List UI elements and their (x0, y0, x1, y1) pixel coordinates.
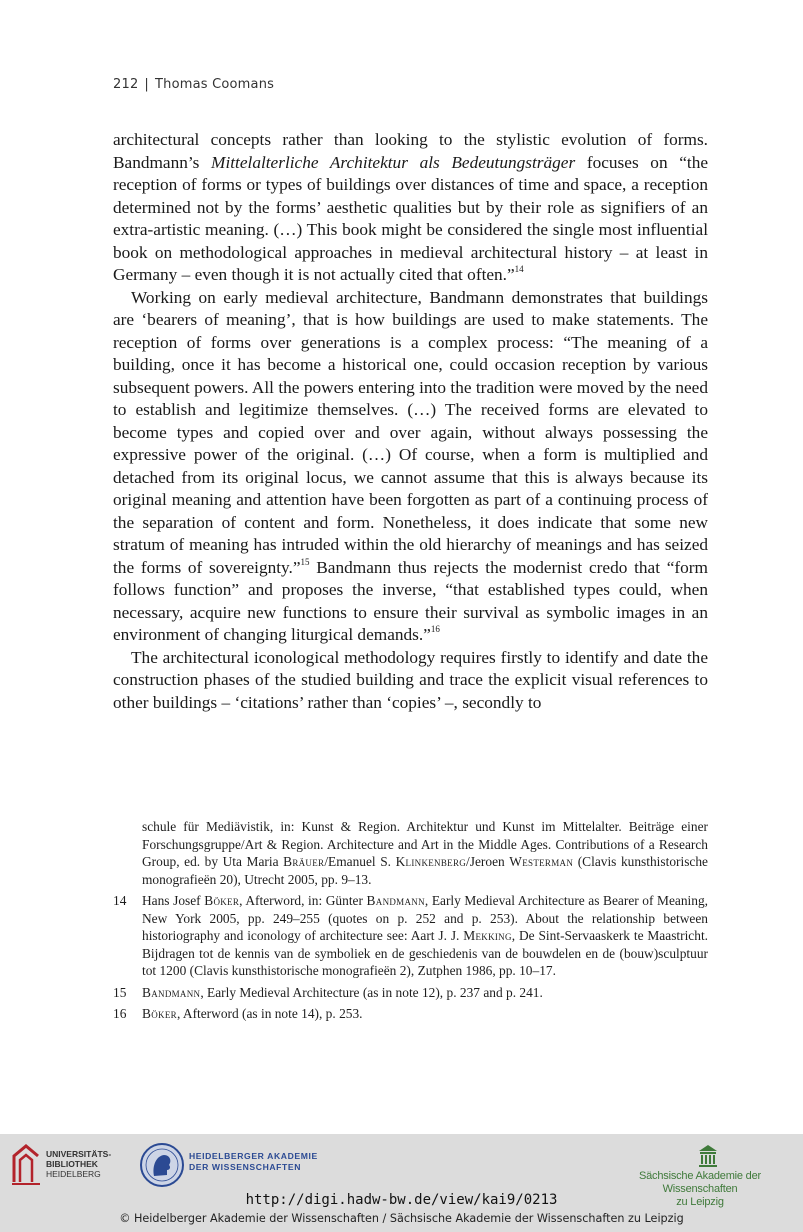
paragraph-text: architectural concepts rather than looking to the stylistic evolution of forms. Bandmann’s (113, 130, 708, 172)
author-name: Bräuer (283, 854, 325, 869)
paragraph-text: Working on early medieval architecture, Bandmann demonstrates that buildings are ‘bearers of meaning’, that is how buildings are used to make statements. The reception of forms over generations is a complex process: “The meaning of a building, once it has become a historical one, could occasion reception by various subsequent powers. All the powers entering into the tradition were moved by the need to establish and legitimize themselves. (…) The received forms are elevated to become types and copied over and over again, without always possessing the expressive power of the original. (…) Of course, when a form is multiplied and detached from its original locus, we cannot assume that this is always because its original meaning and attention have been forgotten as part of a continuing process of the separation of content and form. Nonetheless, it does indicate that some new stratum of meaning has intruded within the old hierarchy of meanings and has seized the forms of sovereignty.” (113, 287, 708, 577)
permalink-url[interactable]: http://digi.hadw-bw.de/view/kai9/0213 (245, 1192, 558, 1208)
digitization-footer (0, 1134, 803, 1232)
author-name: Böker (204, 893, 240, 908)
author-name: Mekking (463, 928, 512, 943)
footnote-text: , Afterword (as in note 14), p. 253. (176, 1006, 363, 1021)
footnote-text: (Clavis kunsthistorische monografieën 20), Utrecht 2005, pp. 9–13. (142, 854, 708, 887)
paragraph-text: focuses on “the reception of forms or types of buildings over distances of time and space, a reception determined not by the forms’ aesthetic qualities but by their role as signifiers of an extra-artistic meaning. (…) This book might be considered the single most influential book on methodological approaches in medieval architectural history – at least in Germany – even though it is not actually cited that often.” (113, 152, 709, 284)
copyright-notice: © Heidelberger Akademie der Wissenschaften / Sächsische Akademie der Wissenschaften zu Leipzig (119, 1212, 684, 1225)
university-library-name (46, 1149, 111, 1179)
footnote-text: /Emanuel S. (324, 854, 396, 869)
footnote-number: 14 (113, 893, 127, 908)
footnotes (113, 818, 708, 1027)
header-author: Thomas Coomans (155, 77, 275, 92)
footnote-text: Hans Josef (142, 893, 205, 908)
footnote-continuation (113, 818, 708, 888)
footnote-text: /Jeroen (466, 854, 510, 869)
academy-seal-icon (140, 1142, 184, 1188)
hadw-line: DER WISSENSCHAFTEN (189, 1162, 302, 1172)
footnote-text: , Afterword, in: Günter (239, 893, 367, 908)
hadw-line: HEIDELBERGER AKADEMIE (189, 1151, 318, 1161)
saxon-line: Sächsische Akademie der Wissenschaften (639, 1170, 761, 1195)
footnote-text: , Early Medieval Architecture as Bearer of Meaning, New York 2005, pp. 249–255 (quotes on p. 252 and p. 253). About the relationship between historiography and iconology of architecture see: Aart J. J. (142, 893, 708, 943)
ub-line: UNIVERSITÄTS- (46, 1149, 112, 1159)
author-name: Bandmann (142, 984, 201, 1000)
heidelberg-academy-name (189, 1151, 318, 1173)
footnote-ref-14[interactable]: 14 (514, 264, 524, 275)
footnote-number: 15 (113, 984, 127, 1000)
footnote-ref-15[interactable]: 15 (300, 556, 310, 567)
saxon-line: zu Leipzig (676, 1196, 724, 1208)
footnote-text: , Early Medieval Architecture (as in note 12), p. 237 and p. 241. (200, 984, 543, 1000)
author-name: Böker (142, 1006, 177, 1021)
paragraph-3: The architectural iconological methodology requires firstly to identify and date the construction phases of the studied building and trace the explicit visual references to other buildings – ‘citations’ rather than ‘copies’ –, secondly to (113, 647, 708, 712)
running-header (113, 77, 274, 92)
footnote-16 (113, 1005, 708, 1023)
paragraph-1 (113, 129, 708, 287)
main-text (113, 129, 708, 714)
author-name: Klinkenberg (395, 854, 467, 869)
author-name: Westerman (509, 854, 574, 869)
author-name: Bandmann (366, 893, 425, 908)
paragraph-text: Bandmann thus rejects the modernist credo that “form follows function” and proposes the inverse, “that established types could, when necessary, acquire new functions to ensure their survival as symbolic images in an environment of changing liturgical demands.” (113, 557, 709, 644)
footnote-text: , De Sint-Servaaskerk te Maastricht. Bijdragen tot de kennis van de symboliek en de geschiedenis van de bouwdelen en de (bouw)sculptuur tot 1200 (Clavis kunsthistorische monografieën 2), Zutphen 1986, pp. 10–17. (142, 928, 709, 978)
ub-line: HEIDELBERG (46, 1169, 101, 1179)
footnote-number: 16 (113, 1006, 127, 1021)
university-library-logo-icon (10, 1142, 42, 1186)
page-number: 212 (113, 77, 139, 92)
header-separator: | (144, 77, 150, 92)
book-title: Mittelalterliche Architektur als Bedeutungsträger (211, 152, 576, 172)
footnote-ref-16[interactable]: 16 (430, 624, 440, 635)
saxon-academy-building-icon (697, 1144, 719, 1168)
footnote-15 (113, 984, 708, 1002)
paragraph-2 (113, 287, 708, 647)
footnote-text: schule für Mediävistik, in: Kunst & Region. Architektur und Kunst im Mittelalter. Beiträge einer Forschungsgruppe/Art & Region. Architecture and Art in the Middle Ages. Contributions of a Research Group, ed. by Uta Maria (142, 819, 708, 869)
ub-line: BIBLIOTHEK (46, 1159, 98, 1169)
footnote-14 (113, 892, 708, 980)
